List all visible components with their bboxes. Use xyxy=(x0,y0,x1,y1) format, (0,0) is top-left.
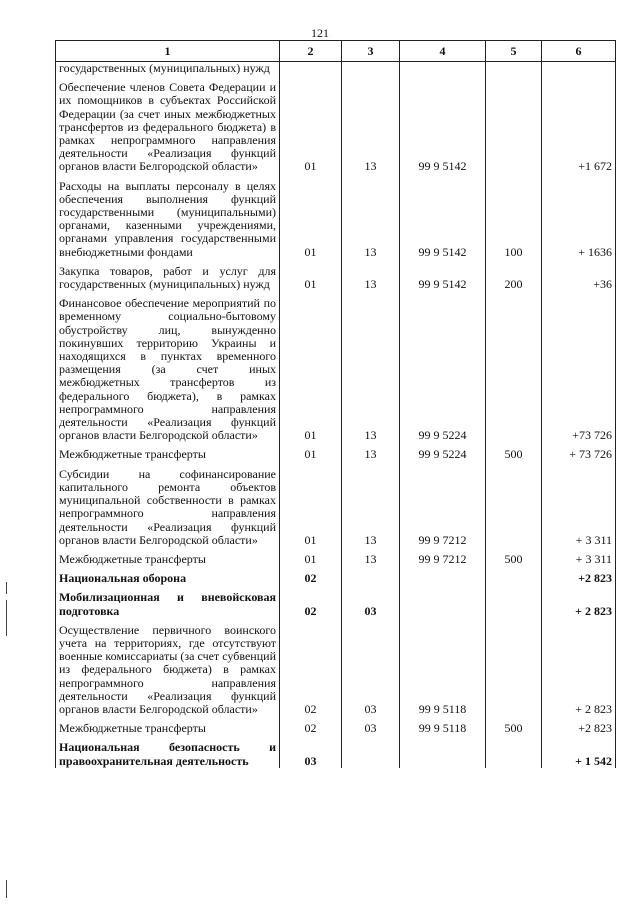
row-expense-type xyxy=(486,585,542,617)
row-subsection: 03 xyxy=(342,585,400,617)
row-section: 01 xyxy=(280,291,342,442)
margin-mark xyxy=(6,582,7,594)
row-amount: + 3 311 xyxy=(542,547,616,566)
row-subsection: 13 xyxy=(342,291,400,442)
row-section: 01 xyxy=(280,174,342,259)
header-col-5: 5 xyxy=(486,41,542,62)
table-row xyxy=(56,618,616,716)
row-amount: +73 726 xyxy=(542,291,616,442)
row-description: Межбюджетные трансферты xyxy=(56,547,280,566)
row-expense-type xyxy=(486,566,542,585)
row-expense-type xyxy=(486,75,542,173)
row-section: 01 xyxy=(280,547,342,566)
row-target-article: 99 9 5142 xyxy=(400,174,486,259)
row-target-article: 99 9 5118 xyxy=(400,618,486,716)
row-expense-type: 100 xyxy=(486,174,542,259)
header-col-2: 2 xyxy=(280,41,342,62)
margin-mark xyxy=(6,600,7,636)
table-row xyxy=(56,462,616,547)
header-col-1: 1 xyxy=(56,41,280,62)
row-target-article: 99 9 5224 xyxy=(400,291,486,442)
row-amount: + 2 823 xyxy=(542,585,616,617)
row-target-article xyxy=(400,566,486,585)
row-target-article xyxy=(400,62,486,76)
row-expense-type: 500 xyxy=(486,716,542,735)
row-target-article xyxy=(400,735,486,767)
row-expense-type xyxy=(486,62,542,76)
row-target-article: 99 9 7212 xyxy=(400,547,486,566)
table-row xyxy=(56,566,616,585)
header-col-3: 3 xyxy=(342,41,400,62)
header-row xyxy=(56,41,616,62)
row-expense-type: 500 xyxy=(486,547,542,566)
row-description: Закупка товаров, работ и услуг для государственных (муниципальных) нужд xyxy=(56,259,280,291)
row-section: 01 xyxy=(280,75,342,173)
row-amount: +36 xyxy=(542,259,616,291)
table-row xyxy=(56,735,616,767)
row-expense-type xyxy=(486,735,542,767)
table-body xyxy=(56,62,616,768)
row-description: Национальная оборона xyxy=(56,566,280,585)
table-row xyxy=(56,291,616,442)
row-expense-type xyxy=(486,462,542,547)
row-description: Межбюджетные трансферты xyxy=(56,716,280,735)
row-subsection: 03 xyxy=(342,618,400,716)
row-amount: +2 823 xyxy=(542,566,616,585)
row-section: 01 xyxy=(280,462,342,547)
row-subsection xyxy=(342,566,400,585)
row-description: государственных (муниципальных) нужд xyxy=(56,62,280,76)
header-col-4: 4 xyxy=(400,41,486,62)
row-target-article: 99 9 5142 xyxy=(400,75,486,173)
row-section: 02 xyxy=(280,585,342,617)
row-target-article: 99 9 5224 xyxy=(400,442,486,461)
row-subsection: 13 xyxy=(342,174,400,259)
row-description: Межбюджетные трансферты xyxy=(56,442,280,461)
table-row xyxy=(56,585,616,617)
row-target-article: 99 9 5118 xyxy=(400,716,486,735)
row-description: Расходы на выплаты персоналу в целях обеспечения выполнения функций государственными (муниципальными) органами, казенными учреждениями, органами управления государственными внебюджетными фондами xyxy=(56,174,280,259)
table-row xyxy=(56,547,616,566)
row-expense-type xyxy=(486,291,542,442)
table-row xyxy=(56,716,616,735)
row-section: 02 xyxy=(280,566,342,585)
row-section: 02 xyxy=(280,618,342,716)
table-row xyxy=(56,75,616,173)
margin-mark xyxy=(6,880,7,898)
row-amount: +1 672 xyxy=(542,75,616,173)
row-expense-type: 500 xyxy=(486,442,542,461)
table-row xyxy=(56,259,616,291)
row-section: 02 xyxy=(280,716,342,735)
row-section xyxy=(280,62,342,76)
row-amount: + 2 823 xyxy=(542,618,616,716)
row-section: 01 xyxy=(280,259,342,291)
page-number: 121 xyxy=(311,26,329,40)
row-target-article: 99 9 7212 xyxy=(400,462,486,547)
row-description: Обеспечение членов Совета Федерации и их помощников в субъектах Российской Федерации (за счет иных межбюджетных трансфертов из федерального бюджета) в рамках непрограммного направления деятельности «Реализация функций органов власти Белгородской области» xyxy=(56,75,280,173)
row-description: Осуществление первичного воинского учета на территориях, где отсутствуют военные комиссариаты (за счет субвенций из федерального бюджета) в рамках непрограммного направления деятельности «Реализация функций органов власти Белгородской области» xyxy=(56,618,280,716)
row-description: Национальная безопасность и правоохранительная деятельность xyxy=(56,735,280,767)
row-section: 01 xyxy=(280,442,342,461)
row-target-article: 99 9 5142 xyxy=(400,259,486,291)
row-amount xyxy=(542,62,616,76)
row-subsection: 13 xyxy=(342,259,400,291)
row-amount: + 73 726 xyxy=(542,442,616,461)
row-description: Финансовое обеспечение мероприятий по временному социально-бытовому обустройству лиц, вынужденно покинувших территорию Украины и находящихся в пунктах временного размещения (за счет иных межбюджетных трансфертов из федерального бюджета), в рамках непрограммного направления деятельности «Реализация функций органов власти Белгородской области» xyxy=(56,291,280,442)
row-expense-type: 200 xyxy=(486,259,542,291)
row-section: 03 xyxy=(280,735,342,767)
table-row xyxy=(56,442,616,461)
row-subsection: 13 xyxy=(342,462,400,547)
row-amount: + 1 542 xyxy=(542,735,616,767)
row-target-article xyxy=(400,585,486,617)
row-subsection xyxy=(342,62,400,76)
budget-table xyxy=(55,40,616,768)
row-subsection: 03 xyxy=(342,716,400,735)
row-description: Субсидии на софинансирование капитального ремонта объектов муниципальной собственности в рамках непрограммного направления деятельности «Реализация функций органов власти Белгородской области» xyxy=(56,462,280,547)
row-description: Мобилизационная и вневойсковая подготовка xyxy=(56,585,280,617)
row-subsection: 13 xyxy=(342,75,400,173)
table-row xyxy=(56,174,616,259)
row-subsection: 13 xyxy=(342,547,400,566)
row-amount: +2 823 xyxy=(542,716,616,735)
header-col-6: 6 xyxy=(542,41,616,62)
row-subsection: 13 xyxy=(342,442,400,461)
table-row xyxy=(56,62,616,76)
row-subsection xyxy=(342,735,400,767)
row-amount: + 3 311 xyxy=(542,462,616,547)
row-amount: + 1636 xyxy=(542,174,616,259)
row-expense-type xyxy=(486,618,542,716)
